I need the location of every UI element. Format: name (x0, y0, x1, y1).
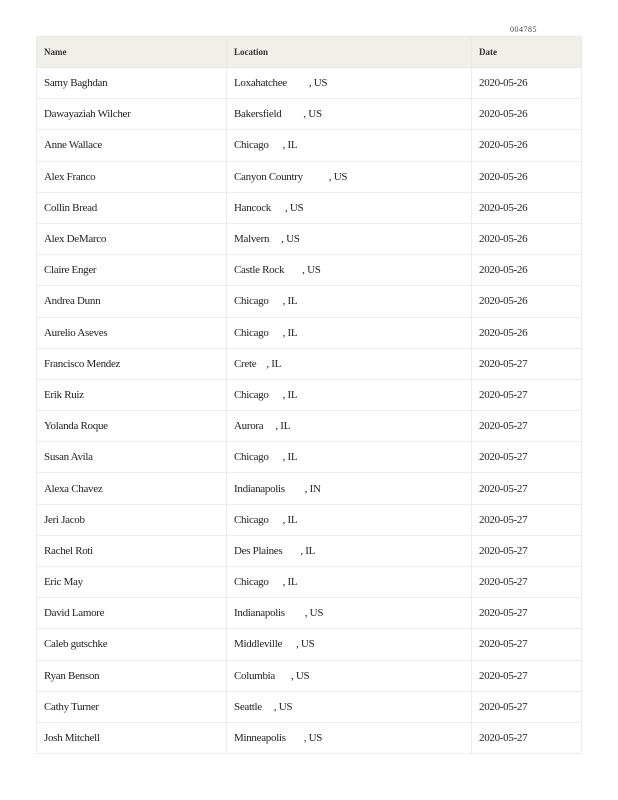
location-region: , US (303, 732, 323, 745)
location-city: Canyon Country (234, 170, 303, 183)
table-row (37, 567, 582, 598)
page-number: 004785 (510, 25, 537, 34)
table-row (37, 379, 582, 410)
table-row (37, 348, 582, 379)
cell-location (227, 68, 472, 99)
location-region: , US (303, 108, 322, 121)
location-city: Seattle (234, 700, 262, 713)
records-table (36, 36, 582, 754)
cell-location (227, 442, 472, 473)
cell-date: 2020-05-26 (472, 68, 582, 99)
cell-name: Erik Ruiz (37, 379, 227, 410)
table-row (37, 286, 582, 317)
cell-date: 2020-05-26 (472, 255, 582, 286)
cell-name: Alexa Chavez (37, 473, 227, 504)
cell-date: 2020-05-26 (472, 130, 582, 161)
location-city: Chicago (234, 326, 269, 339)
cell-date: 2020-05-26 (472, 161, 582, 192)
table-row (37, 99, 582, 130)
location-region: , IL (282, 388, 298, 401)
location-city: Chicago (234, 451, 269, 464)
cell-location (227, 691, 472, 722)
location-city: Minneapolis (234, 732, 286, 745)
cell-date: 2020-05-26 (472, 317, 582, 348)
cell-name: Josh Mitchell (37, 722, 227, 753)
location-region: , US (291, 669, 310, 682)
cell-date: 2020-05-27 (472, 473, 582, 504)
cell-location (227, 598, 472, 629)
location-region: , IL (282, 576, 298, 589)
table-row (37, 411, 582, 442)
cell-date: 2020-05-26 (472, 192, 582, 223)
cell-location (227, 411, 472, 442)
location-region: , US (273, 700, 293, 713)
cell-location (227, 99, 472, 130)
location-city: Hancock (234, 201, 271, 214)
cell-name: Aurelio Aseves (37, 317, 227, 348)
location-region: , US (328, 170, 348, 183)
location-city: Bakersfield (234, 108, 282, 121)
table-row (37, 722, 582, 753)
cell-date: 2020-05-26 (472, 99, 582, 130)
cell-name: Cathy Turner (37, 691, 227, 722)
location-city: Chicago (234, 576, 269, 589)
cell-date: 2020-05-27 (472, 379, 582, 410)
cell-name: Collin Bread (37, 192, 227, 223)
table-body (37, 68, 582, 754)
column-header-name: Name (37, 37, 227, 68)
table-row (37, 68, 582, 99)
cell-location (227, 192, 472, 223)
cell-name: Eric May (37, 567, 227, 598)
location-region: , IL (282, 295, 298, 308)
location-city: Chicago (234, 513, 269, 526)
cell-location (227, 473, 472, 504)
table-row (37, 691, 582, 722)
cell-name: Susan Avila (37, 442, 227, 473)
cell-name: Samy Baghdan (37, 68, 227, 99)
cell-date: 2020-05-27 (472, 598, 582, 629)
table-row (37, 317, 582, 348)
location-city: Chicago (234, 139, 269, 152)
table-row (37, 161, 582, 192)
cell-location (227, 504, 472, 535)
cell-location (227, 535, 472, 566)
cell-location (227, 255, 472, 286)
cell-date: 2020-05-26 (472, 223, 582, 254)
cell-date: 2020-05-27 (472, 411, 582, 442)
cell-name: Dawayaziah Wilcher (37, 99, 227, 130)
cell-name: Andrea Dunn (37, 286, 227, 317)
cell-date: 2020-05-27 (472, 660, 582, 691)
cell-location (227, 317, 472, 348)
table-row (37, 192, 582, 223)
cell-name: Claire Enger (37, 255, 227, 286)
table-row (37, 660, 582, 691)
table-header-row (37, 37, 582, 68)
location-city: Chicago (234, 388, 269, 401)
cell-name: Caleb gutschke (37, 629, 227, 660)
table-row (37, 255, 582, 286)
cell-name: Rachel Roti (37, 535, 227, 566)
table-row (37, 504, 582, 535)
column-header-location: Location (227, 37, 472, 68)
table-row (37, 535, 582, 566)
cell-location (227, 223, 472, 254)
cell-date: 2020-05-27 (472, 504, 582, 535)
cell-date: 2020-05-27 (472, 348, 582, 379)
location-region: , IL (282, 326, 298, 339)
cell-date: 2020-05-27 (472, 629, 582, 660)
location-region: , US (281, 233, 300, 246)
location-region: , US (304, 607, 324, 620)
cell-location (227, 629, 472, 660)
cell-date: 2020-05-27 (472, 567, 582, 598)
location-region: , IL (275, 420, 291, 433)
cell-name: Jeri Jacob (37, 504, 227, 535)
cell-name: Anne Wallace (37, 130, 227, 161)
location-city: Malvern (234, 233, 270, 246)
location-city: Des Plaines (234, 544, 283, 557)
cell-date: 2020-05-27 (472, 442, 582, 473)
location-city: Indianapolis (234, 482, 285, 495)
location-region: , IL (300, 544, 316, 557)
location-region: , IL (282, 513, 298, 526)
column-header-date: Date (472, 37, 582, 68)
location-city: Columbia (234, 669, 275, 682)
table-row (37, 629, 582, 660)
table-row (37, 442, 582, 473)
location-region: , IL (282, 451, 298, 464)
table-row (37, 473, 582, 504)
cell-location (227, 722, 472, 753)
cell-location (227, 130, 472, 161)
cell-location (227, 286, 472, 317)
location-region: , IN (304, 482, 321, 495)
location-city: Aurora (234, 420, 264, 433)
cell-location (227, 161, 472, 192)
cell-name: Francisco Mendez (37, 348, 227, 379)
location-city: Crete (234, 357, 257, 370)
location-city: Indianapolis (234, 607, 285, 620)
cell-name: Alex DeMarco (37, 223, 227, 254)
cell-location (227, 348, 472, 379)
location-city: Middleville (234, 638, 283, 651)
location-region: , US (285, 201, 304, 214)
cell-date: 2020-05-27 (472, 722, 582, 753)
location-region: , IL (282, 139, 298, 152)
location-region: , US (302, 264, 321, 277)
location-city: Chicago (234, 295, 269, 308)
location-city: Castle Rock (234, 264, 285, 277)
cell-location (227, 567, 472, 598)
cell-date: 2020-05-27 (472, 691, 582, 722)
cell-name: Alex Franco (37, 161, 227, 192)
table-row (37, 130, 582, 161)
cell-date: 2020-05-27 (472, 535, 582, 566)
cell-date: 2020-05-26 (472, 286, 582, 317)
cell-location (227, 379, 472, 410)
cell-name: David Lamore (37, 598, 227, 629)
cell-name: Ryan Benson (37, 660, 227, 691)
location-region: , IL (266, 357, 282, 370)
location-region: , US (296, 638, 315, 651)
location-region: , US (308, 77, 328, 90)
cell-name: Yolanda Roque (37, 411, 227, 442)
cell-location (227, 660, 472, 691)
location-city: Loxahatchee (234, 77, 287, 90)
table-row (37, 223, 582, 254)
table-row (37, 598, 582, 629)
